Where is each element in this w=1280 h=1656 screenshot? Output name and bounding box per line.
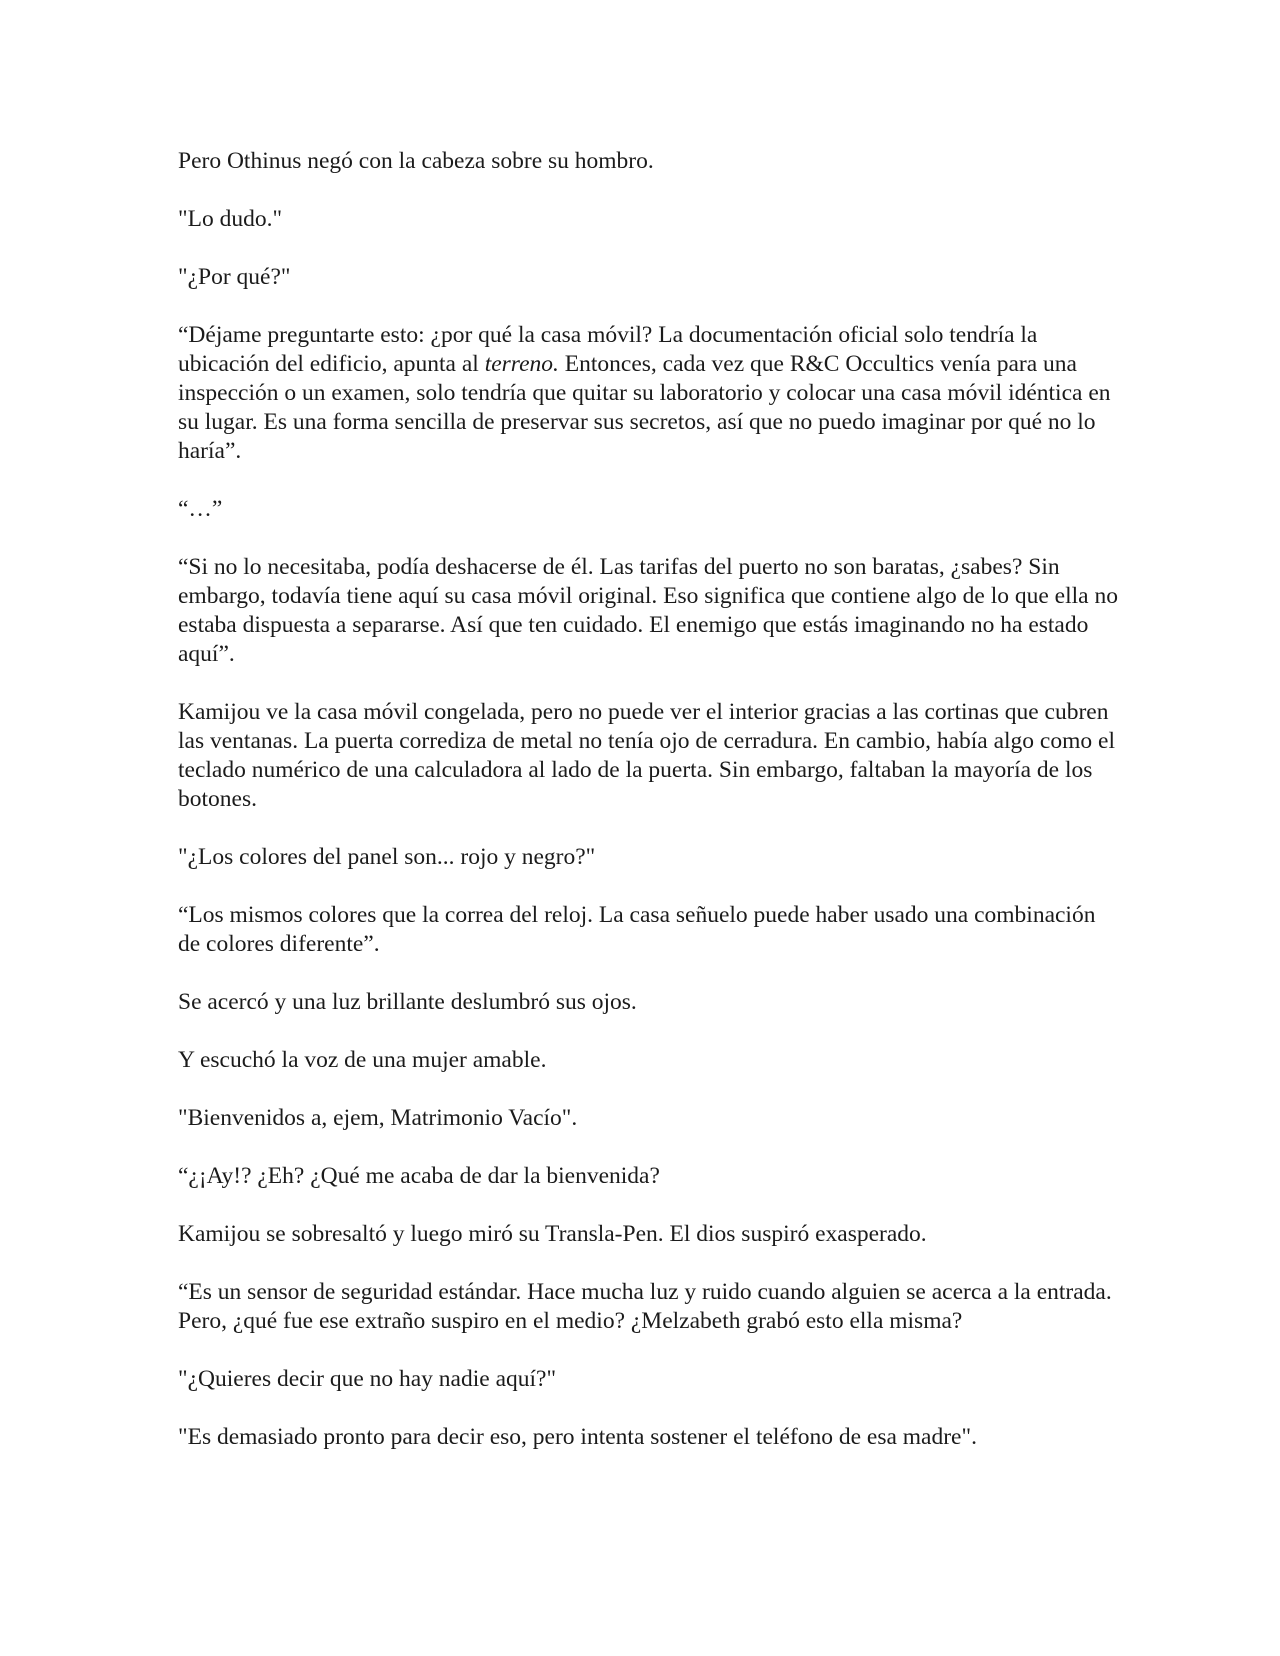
paragraph-17: "Es demasiado pronto para decir eso, pero intenta sostener el teléfono de esa madre". bbox=[178, 1424, 977, 1450]
paragraph-2: "Lo dudo." bbox=[178, 206, 283, 232]
paragraph-10: Se acercó y una luz brillante deslumbró sus ojos. bbox=[178, 989, 637, 1015]
paragraph-4 bbox=[178, 321, 1118, 466]
paragraph-6: “Si no lo necesitaba, podía deshacerse de él. Las tarifas del puerto no son baratas, ¿sabes? Sin embargo, todavía tiene aquí su casa móvil original. Eso significa que contiene algo de lo que ella no estaba dispuesta a separarse. Así que ten cuidado. El enemigo que estás imaginando no ha estado aquí”. bbox=[178, 554, 1118, 667]
paragraph-7: Kamijou ve la casa móvil congelada, pero no puede ver el interior gracias a las cortinas que cubren las ventanas. La puerta corrediza de metal no tenía ojo de cerradura. En cambio, había algo como el teclado numérico de una calculadora al lado de la puerta. Sin embargo, faltaban la mayoría de los botones. bbox=[178, 699, 1115, 812]
paragraph-4-emphasis: terreno. bbox=[484, 351, 559, 377]
paragraph-8: "¿Los colores del panel son... rojo y negro?" bbox=[178, 844, 596, 870]
paragraph-3: "¿Por qué?" bbox=[178, 264, 291, 290]
paragraph-4-text-after: Entonces, cada vez que R&C Occultics venía para una inspección o un examen, solo tendría que quitar su laboratorio y colocar una casa móvil idéntica en su lugar. Es una forma sencilla de preservar sus secretos, así que no puedo imaginar por qué no lo haría”. bbox=[178, 351, 1111, 464]
paragraph-16: "¿Quieres decir que no hay nadie aquí?" bbox=[178, 1366, 557, 1392]
paragraph-14: Kamijou se sobresaltó y luego miró su Transla-Pen. El dios suspiró exasperado. bbox=[178, 1221, 927, 1247]
paragraph-9: “Los mismos colores que la correa del reloj. La casa señuelo puede haber usado una combinación de colores diferente”. bbox=[178, 902, 1096, 957]
paragraph-12: "Bienvenidos a, ejem, Matrimonio Vacío". bbox=[178, 1105, 578, 1131]
paragraph-4-text-before: “Déjame preguntarte esto: ¿por qué la casa móvil? La documentación oficial solo tendría la ubicación del edificio, apunta al bbox=[178, 322, 1038, 377]
paragraph-1: Pero Othinus negó con la cabeza sobre su hombro. bbox=[178, 148, 654, 174]
paragraph-5: “…” bbox=[178, 496, 223, 522]
paragraph-13: “¿¡Ay!? ¿Eh? ¿Qué me acaba de dar la bienvenida? bbox=[178, 1163, 660, 1189]
paragraph-15: “Es un sensor de seguridad estándar. Hace mucha luz y ruido cuando alguien se acerca a la entrada. Pero, ¿qué fue ese extraño suspiro en el medio? ¿Melzabeth grabó esto ella misma? bbox=[178, 1279, 1112, 1334]
document-body bbox=[178, 147, 1118, 1481]
paragraph-11: Y escuchó la voz de una mujer amable. bbox=[178, 1047, 547, 1073]
